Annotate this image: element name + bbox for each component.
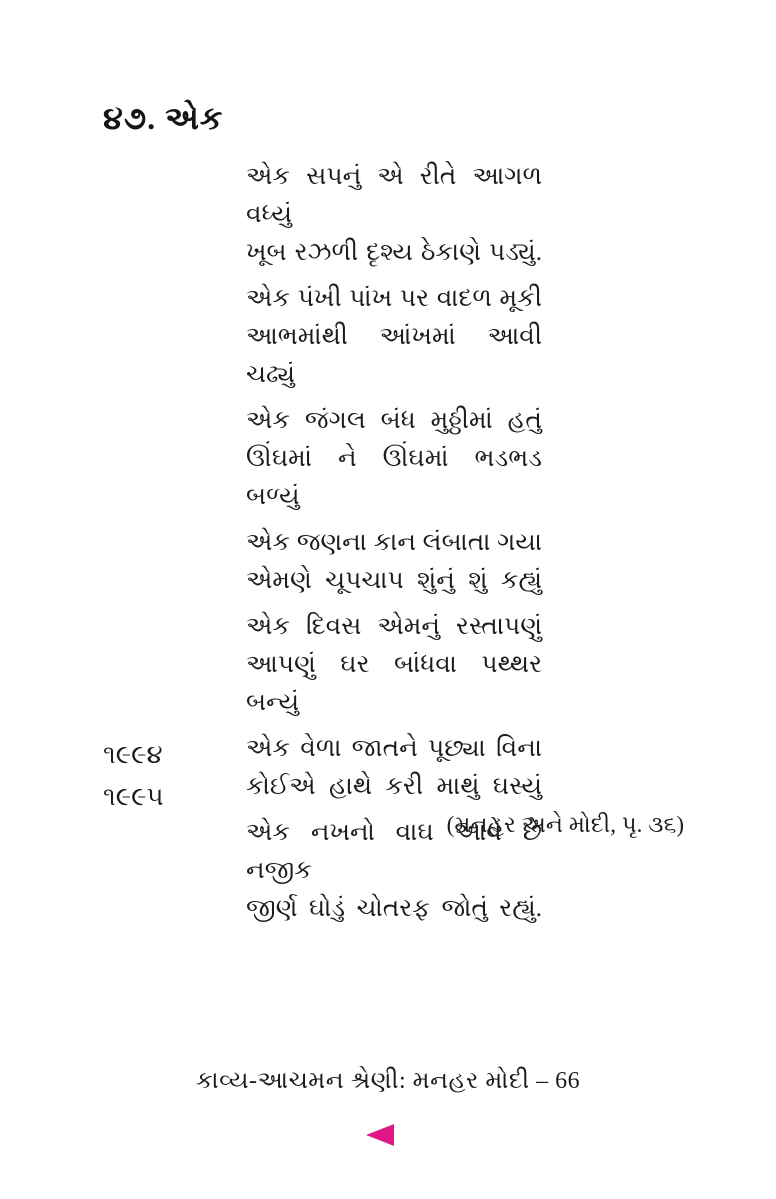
poem-line: એક વેળા જાતને પૂછ્યા વિના — [246, 735, 542, 762]
poem-line: આપણું ઘર બાંધવા પથ્થર બન્યું — [246, 651, 542, 716]
poem-line: એક પંખી પાંખ પર વાદળ મૂકી — [246, 285, 542, 312]
poem-line: એમણે ચૂપચાપ શુંનું શું કહ્યું — [246, 567, 542, 594]
poem-stanza — [246, 158, 542, 272]
poem-stanza — [246, 402, 542, 516]
poem-line: ઊંઘમાં ને ઊંઘમાં ભડભડ બળ્યું — [246, 445, 542, 510]
poem-line: કોઈએ હાથે કરી માથું ઘસ્યું — [246, 773, 542, 800]
left-triangle-marker-icon — [366, 1124, 394, 1146]
poem-stanza — [246, 524, 542, 600]
poem-line: જીર્ણ ઘોડું ચોતરફ જોતું રહ્યું. — [246, 895, 542, 922]
poem-line: એક દિવસ એમનું રસ્તાપણું — [246, 613, 542, 640]
poem-number-title: ૪૭. એક — [103, 100, 224, 136]
poem-line: ખૂબ રઝળી દૃશ્ય ઠેકાણે પડ્યું. — [246, 239, 542, 266]
composition-years — [103, 734, 164, 818]
poem-line: એક જણના કાન લંબાતા ગયા — [246, 529, 542, 556]
page-footer-series-title: કાવ્ય-આચમન શ્રેણી: મનહર મોદી – 66 — [195, 1068, 581, 1094]
source-attribution: (મનહર અને મોદી, પૃ. ૩૬) — [446, 812, 684, 837]
poem-line: એક જંગલ બંધ મુઠ્ઠીમાં હતું — [246, 407, 542, 434]
poem-stanza — [246, 280, 542, 394]
year-1995: ૧૯૯૫ — [103, 782, 164, 811]
poem-stanza — [246, 730, 542, 806]
poem-stanza — [246, 608, 542, 722]
year-1994: ૧૯૯૪ — [103, 740, 163, 769]
poem-line: એક સપનું એ રીતે આગળ વધ્યું — [246, 163, 542, 228]
poem-line: આભમાંથી આંખમાં આવી ચઢ્યું — [246, 323, 542, 388]
poem-line: એક નખનો વાઘ આવે છે નજીક — [246, 819, 542, 884]
